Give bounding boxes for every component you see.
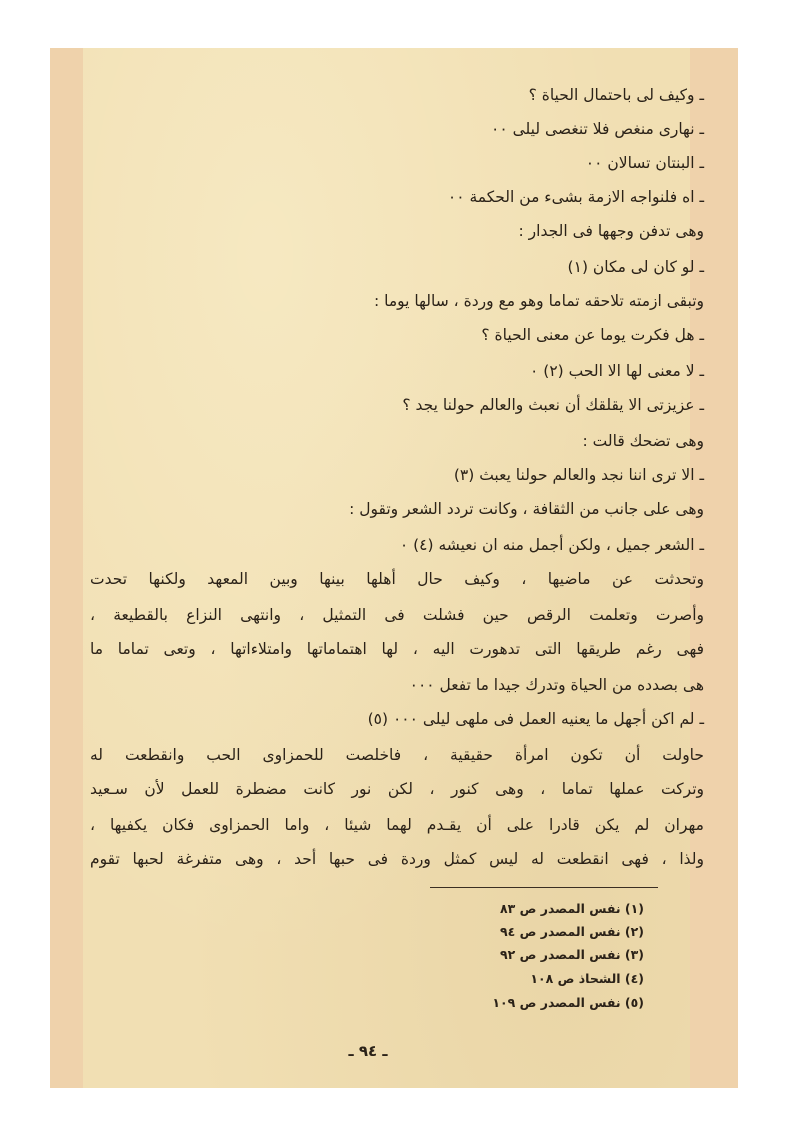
text-line: ـ لا معنى لها الا الحب (٢) ٠ (530, 362, 704, 380)
text-line: وأصرت وتعلمت الرقص حين فشلت فى التمثيل ، وانتهى النزاع بالقطيعة ، (90, 606, 704, 624)
text-line: وتبقى ازمته تلاحقه تماما وهو مع وردة ، سالها يوما : (374, 292, 704, 310)
text-line: مهران لم يكن قادرا على أن يقـدم لهما شيئا ، واما الحمزاوى فكان يكفيها ، (90, 816, 704, 834)
text-line: ـ هل فكرت يوما عن معنى الحياة ؟ (481, 326, 704, 344)
footnote-divider (430, 887, 658, 888)
text-line: ـ نهارى منغص فلا تنغصى ليلى ٠٠ (491, 120, 704, 138)
footnote: (٥) نفس المصدر ص ١٠٩ (492, 995, 644, 1010)
text-line: ـ لم اكن أجهل ما يعنيه العمل فى ملهى ليلى ٠٠٠ (٥) (367, 710, 704, 728)
text-line: ـ الا ترى اننا نجد والعالم حولنا يعبث (٣) (453, 466, 704, 484)
text-line: وتحدثت عن ماضيها ، وكيف حال أهلها بينها وبين المعهد ولكنها تحدت (90, 570, 704, 588)
text-line: ـ الشعر جميل ، ولكن أجمل منه ان نعيشه (٤) ٠ (399, 536, 704, 554)
text-line: وهى تضحك قالت : (582, 432, 704, 450)
page-number: ـ ٩٤ ـ (348, 1042, 388, 1060)
footnote: (٣) نفس المصدر ص ٩٢ (499, 947, 644, 962)
text-line: ـ عزيزتى الا يقلقك أن نعبث والعالم حولنا يجد ؟ (402, 396, 704, 414)
text-line: وتركت عملها تماما ، وهى كنور ، لكن نور كانت مضطرة للعمل لأن سـعيد (90, 780, 704, 798)
text-line: وهى تدفن وجهها فى الجدار : (518, 222, 704, 240)
footnote: (١) نفس المصدر ص ٨٣ (499, 901, 644, 916)
text-line: ـ البنتان تسالان ٠٠ (585, 154, 704, 172)
footnote: (٢) نفس المصدر ص ٩٤ (499, 924, 644, 939)
text-line: هى بصدده من الحياة وتدرك جيدا ما تفعل ٠٠٠ (409, 676, 704, 694)
text-line: فهى رغم طريقها التى تدهورت اليه ، لها اهتماماتها وامتلاءاتها ، وتعى تماما ما (90, 640, 704, 658)
text-line: ـ لو كان لى مكان (١) (567, 258, 704, 276)
text-line: ولذا ، فهى انقطعت له ليس كمثل وردة فى حبها أحد ، وهى متفرغة لحبها تقوم (90, 850, 704, 868)
footnote: (٤) الشحاذ ص ١٠٨ (530, 971, 644, 986)
text-line: ـ وكيف لى باحتمال الحياة ؟ (528, 86, 704, 104)
text-line: وهى على جانب من الثقافة ، وكانت تردد الشعر وتقول : (349, 500, 704, 518)
text-line: ـ اه فلنواجه الازمة بشىء من الحكمة ٠٠ (447, 188, 704, 206)
text-line: حاولت أن تكون امرأة حقيقية ، فاخلصت للحمزاوى الحب وانقطعت له (90, 746, 704, 764)
